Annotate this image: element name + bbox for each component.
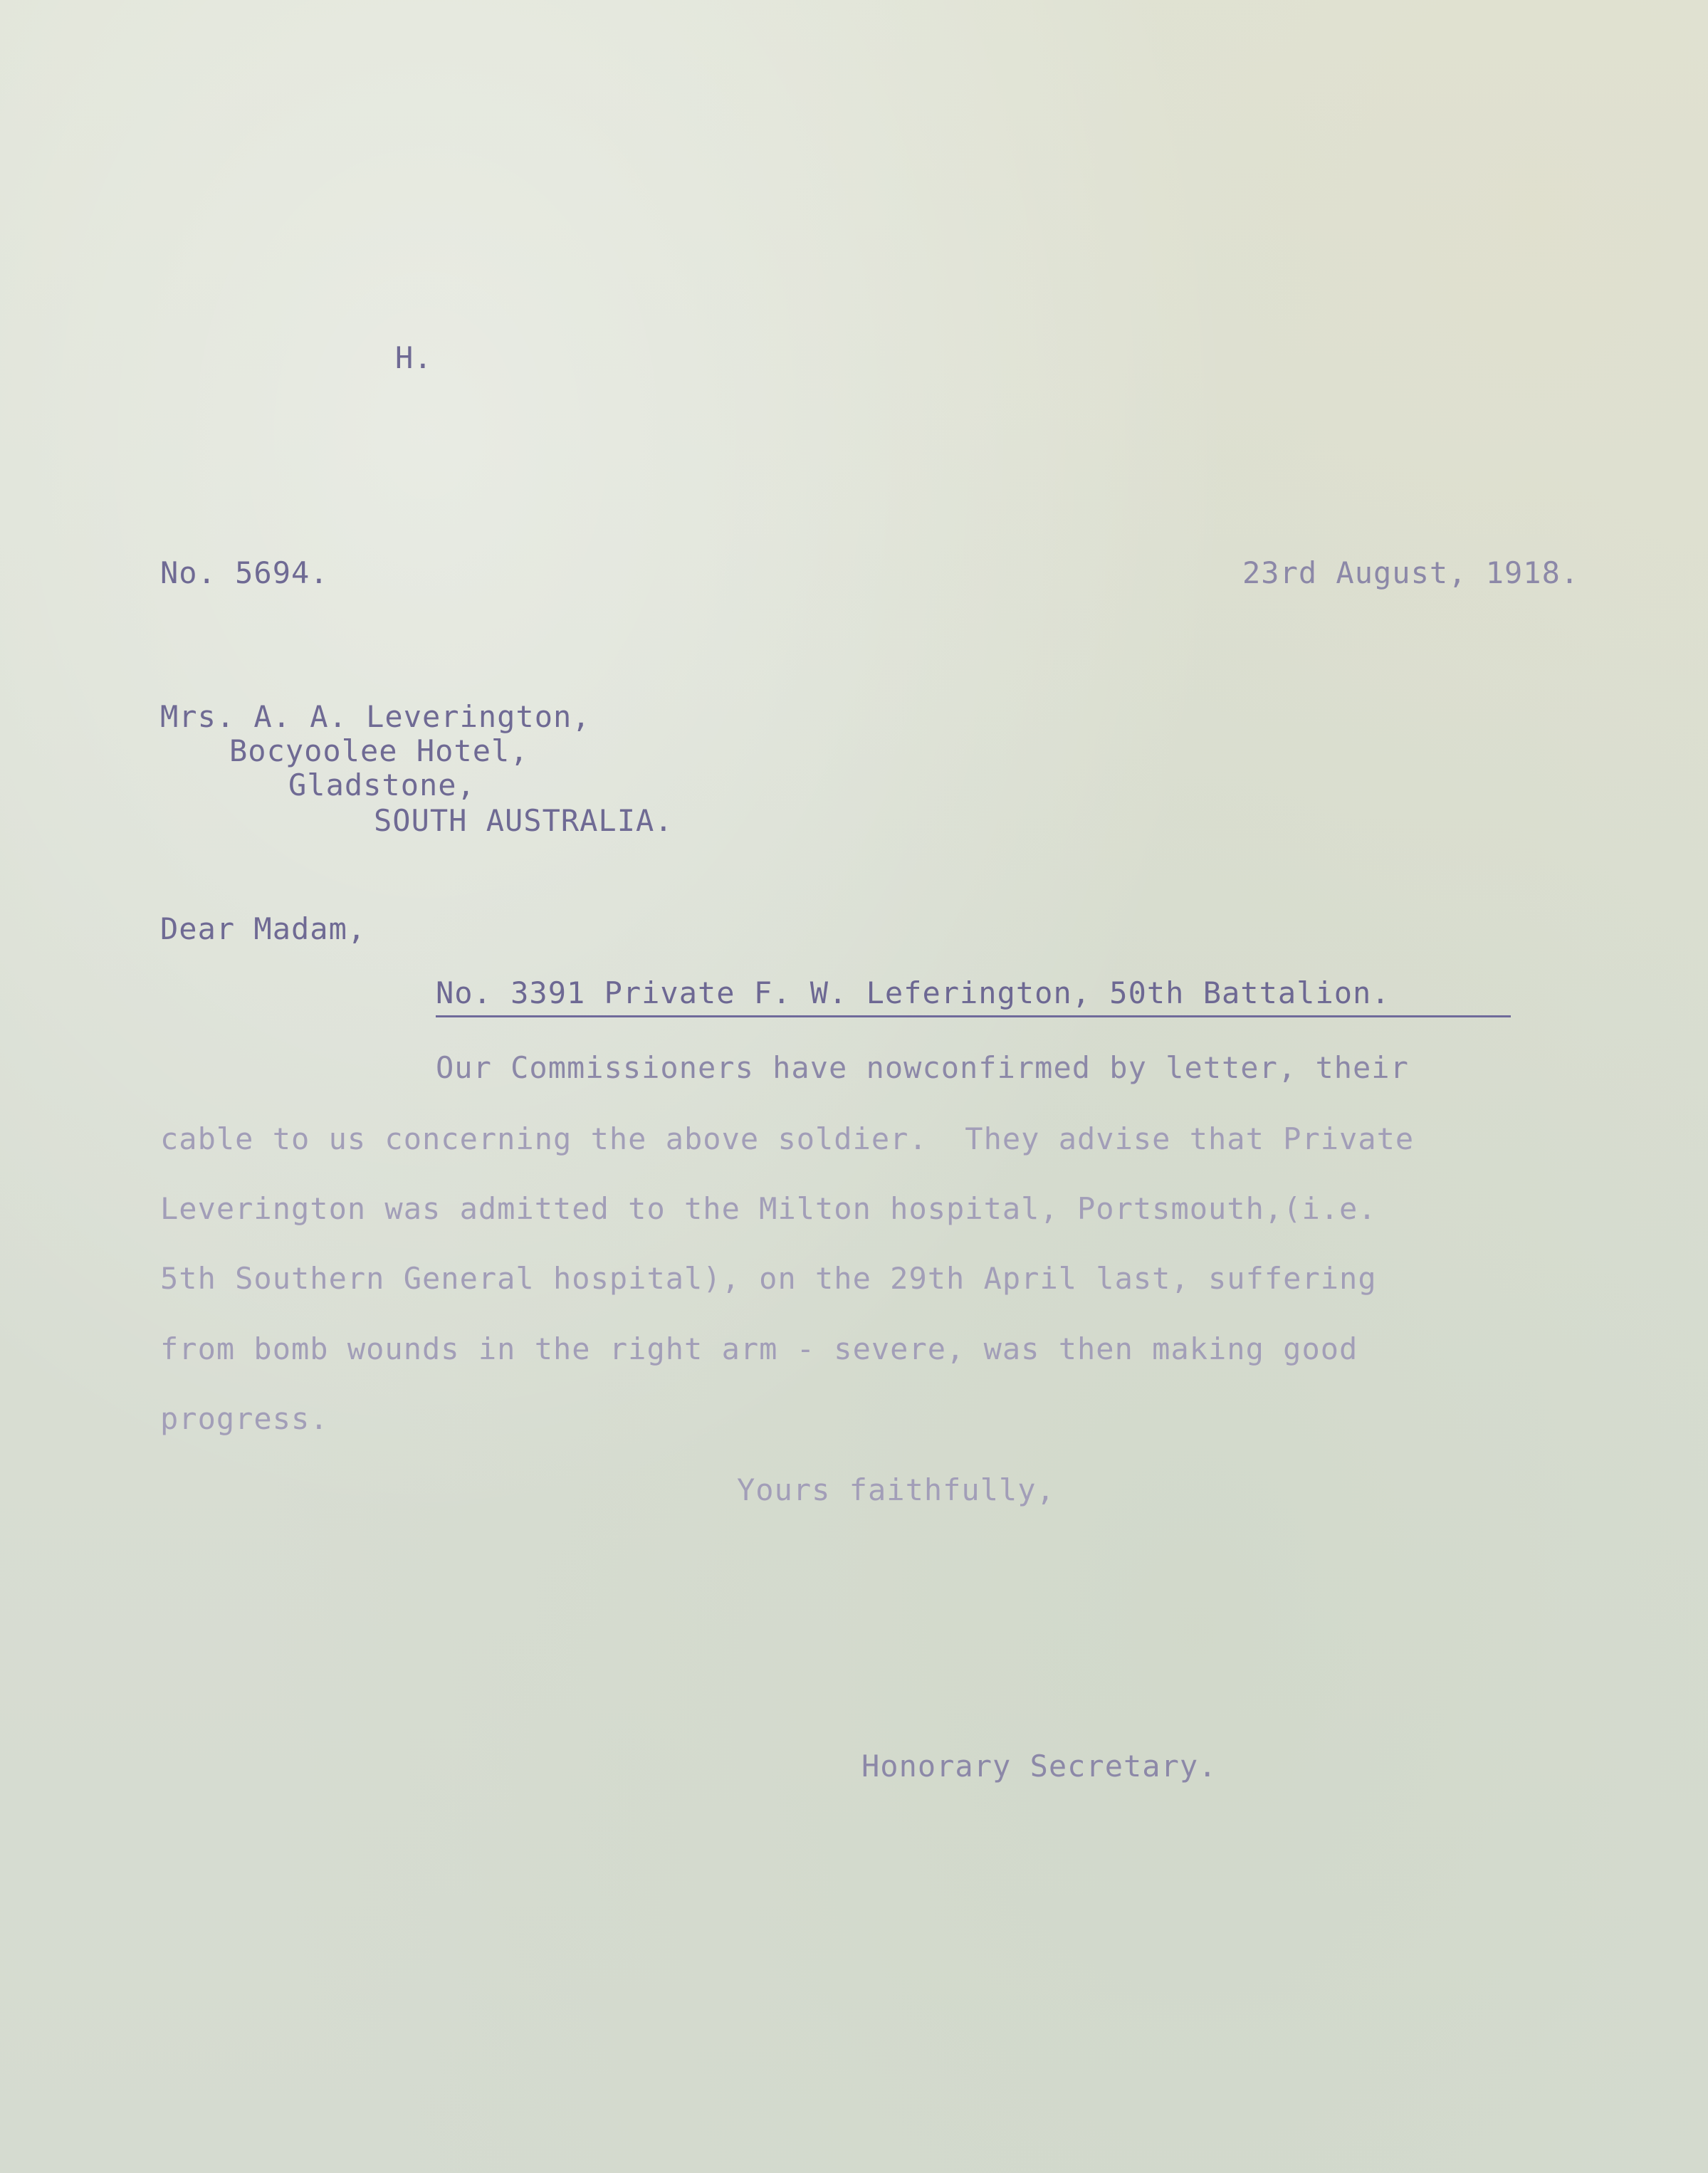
- salutation: Dear Madam,: [160, 911, 367, 946]
- reference-number: No. 5694.: [160, 555, 329, 590]
- body-line-1: Our Commissioners have nowconfirmed by letter, their: [436, 1050, 1409, 1085]
- signature-title: Honorary Secretary.: [861, 1749, 1217, 1784]
- subject-underline: [436, 1015, 1511, 1017]
- address-line-hotel: Bocyoolee Hotel,: [229, 733, 529, 768]
- body-line-6: progress.: [160, 1401, 329, 1436]
- address-line-state: SOUTH AUSTRALIA.: [374, 803, 674, 838]
- address-line-name: Mrs. A. A. Leverington,: [160, 699, 591, 734]
- body-line-2: cable to us concerning the above soldier. They advise that Private: [160, 1121, 1415, 1156]
- letter-initial: H.: [395, 340, 433, 375]
- body-line-4: 5th Southern General hospital), on the 29th April last, suffering: [160, 1261, 1377, 1296]
- address-line-town: Gladstone,: [288, 768, 476, 802]
- subject-heading-text: No. 3391 Private F. W. Leferington, 50th Battalion.: [436, 975, 1390, 1010]
- closing: Yours faithfully,: [737, 1472, 1055, 1507]
- letter-date: 23rd August, 1918.: [1242, 555, 1580, 590]
- body-line-3: Leverington was admitted to the Milton hospital, Portsmouth,(i.e.: [160, 1191, 1377, 1226]
- subject-heading: [436, 975, 1511, 1011]
- body-line-5: from bomb wounds in the right arm - severe, was then making good: [160, 1331, 1358, 1366]
